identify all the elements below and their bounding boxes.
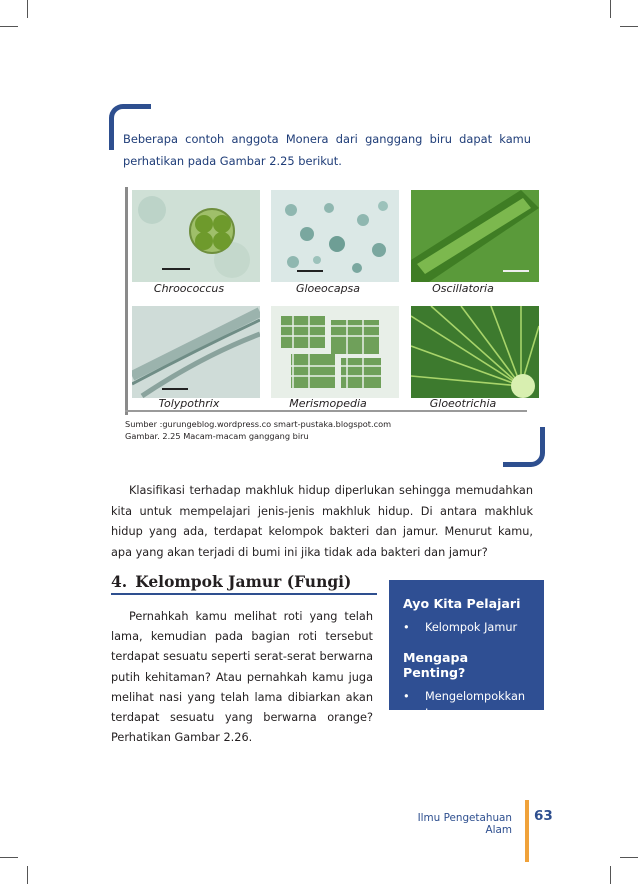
sidebox-list-why <box>403 688 534 722</box>
section-body-text: Pernahkah kamu melihat roti yang telah lama, kemudian pada bagian roti tersebut terdapat sesuatu seperti serat-serat berwarna putih kehitaman? Atau pernahkah kamu juga melihat nasi yang telah lama dibiarkan akan terdapat sesuatu yang berwarna orange? Perhatikan Gambar 2.26. <box>111 610 373 745</box>
crop-mark <box>27 866 28 884</box>
crop-mark <box>620 857 638 858</box>
chroococcus-image <box>132 190 260 282</box>
oscillatoria-image <box>411 190 539 282</box>
figure-caption: Gambar. 2.25 Macam-macam ganggang biru <box>125 431 309 441</box>
footer-accent-bar <box>525 800 529 862</box>
body-paragraph-text: Klasifikasi terhadap makhluk hidup diperlukan sehingga memudahkan kita untuk mempelajari jenis-jenis makhluk hidup. Di antara makhluk hidup yang ada, terdapat kelompok bakteri dan jamur. Menurut kamu, apa yang akan terjadi di bumi ini jika tidak ada bakteri dan jamur? <box>111 484 533 559</box>
gloeotrichia-image <box>411 306 539 398</box>
merismopedia-image <box>271 306 399 398</box>
figure-source <box>125 418 391 442</box>
crop-mark <box>620 26 638 27</box>
crop-mark <box>610 0 611 18</box>
gloeocapsa-image <box>271 190 399 282</box>
section-body <box>111 607 373 748</box>
caption-gloeotrichia: Gloeotrichia <box>429 397 497 410</box>
figure-divider <box>125 410 527 412</box>
intro-text: Beberapa contoh anggota Monera dari ganggang biru dapat kamu perhatikan pada Gambar 2.25 berikut. <box>123 132 531 168</box>
body-paragraph <box>111 481 533 563</box>
footer-book-title: Ilmu Pengetahuan Alam <box>417 812 512 836</box>
sidebox-title-learn: Ayo Kita Pelajari <box>403 596 521 611</box>
list-item <box>403 619 534 636</box>
learning-sidebox <box>389 580 544 720</box>
heading-underline <box>111 593 377 595</box>
crop-mark <box>0 857 18 858</box>
crop-mark <box>610 866 611 884</box>
crop-mark <box>27 0 28 18</box>
list-item-text: Mengelompokkan Jamur <box>425 690 526 720</box>
source-line: Sumber :gurungeblog.wordpress.co smart-pustaka.blogspot.com <box>125 419 392 429</box>
section-number: 4. <box>111 572 128 591</box>
decorative-bracket-bottom-right <box>503 427 545 467</box>
crop-mark <box>0 26 18 27</box>
caption-merismopedia: Merismopedia <box>289 397 367 410</box>
caption-chroococcus: Chroococcus <box>153 282 225 295</box>
bullet: • <box>403 690 410 703</box>
section-title: Kelompok Jamur (Fungi) <box>135 572 352 591</box>
page-number: 63 <box>534 808 553 824</box>
caption-oscillatoria: Oscillatoria <box>432 282 494 295</box>
bullet: • <box>403 621 410 634</box>
sidebox-title-why: Mengapa Penting? <box>403 650 469 680</box>
sidebox-list-learn <box>403 619 534 636</box>
section-heading <box>111 572 351 591</box>
caption-tolypothrix: Tolypothrix <box>158 397 220 410</box>
tolypothrix-image <box>132 306 260 398</box>
caption-gloeocapsa: Gloeocapsa <box>295 282 361 295</box>
list-item <box>403 688 534 722</box>
list-item-text: Kelompok Jamur <box>425 621 518 634</box>
